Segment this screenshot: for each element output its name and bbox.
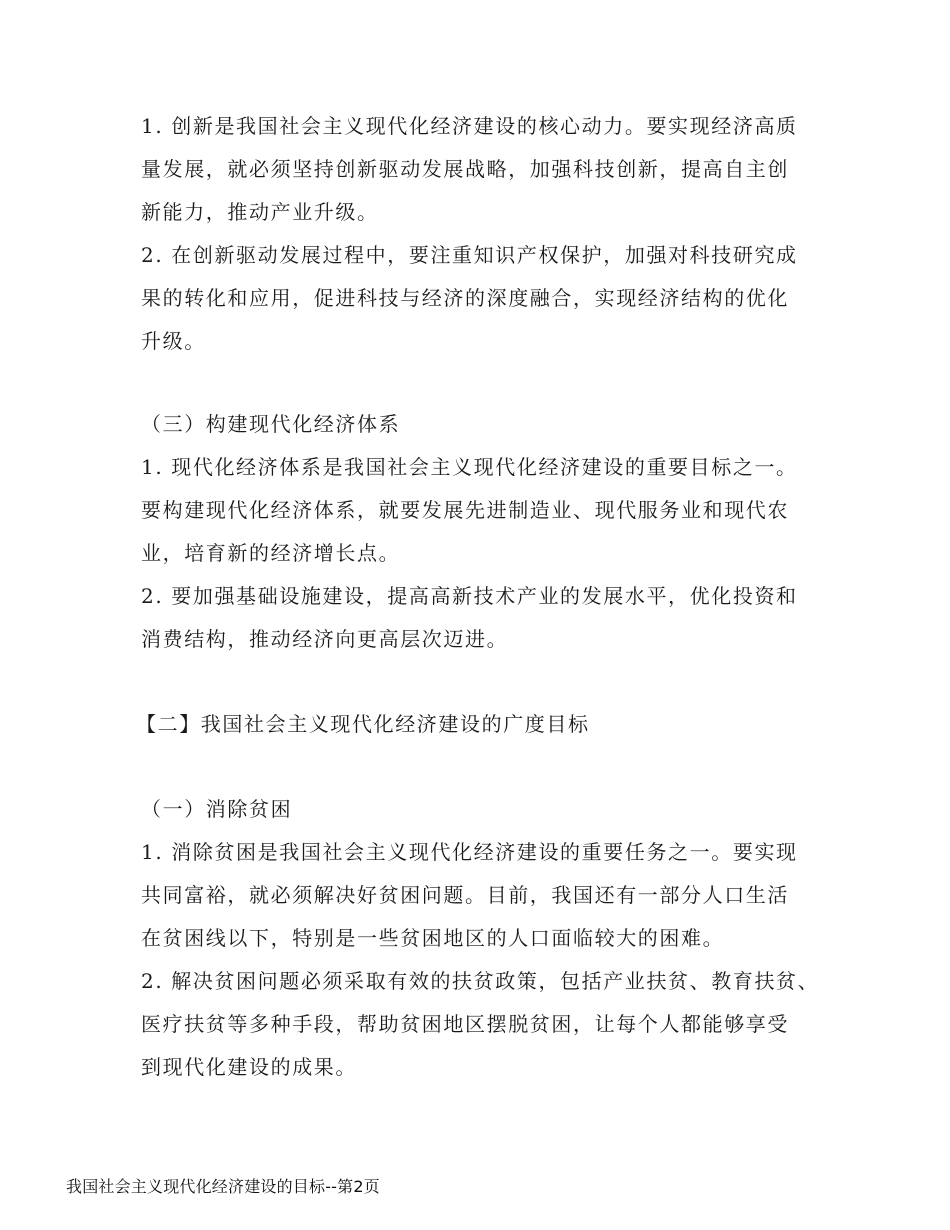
page-footer: 我国社会主义现代化经济建设的目标--第2页 [66,1177,380,1196]
section-heading: （三）构建现代化经济体系 [141,412,401,436]
paragraph-line: 新能力，推动产业升级。 [141,200,379,224]
paragraph-line: 医疗扶贫等多种手段，帮助贫困地区摆脱贫困，让每个人都能够享受 [141,1012,789,1036]
chapter-heading: 【二】我国社会主义现代化经济建设的广度目标 [136,712,590,736]
paragraph-line: 1. 消除贫困是我国社会主义现代化经济建设的重要任务之一。要实现 [141,840,798,864]
paragraph-line: 2. 解决贫困问题必须采取有效的扶贫政策，包括产业扶贫、教育扶贫、 [141,969,820,993]
paragraph-line: 在贫困线以下，特别是一些贫困地区的人口面临较大的困难。 [141,926,725,950]
paragraph-line: 升级。 [141,329,206,353]
paragraph-line: 消费结构，推动经济向更高层次迈进。 [141,627,509,651]
paragraph-line: 到现代化建设的成果。 [141,1055,357,1079]
paragraph-line: 业，培育新的经济增长点。 [141,541,401,565]
paragraph-line: 1. 现代化经济体系是我国社会主义现代化经济建设的重要目标之一。 [141,455,798,479]
paragraph-line: 果的转化和应用，促进科技与经济的深度融合，实现经济结构的优化 [141,286,789,310]
paragraph-line: 1. 创新是我国社会主义现代化经济建设的核心动力。要实现经济高质 [141,114,798,138]
paragraph-line: 量发展，就必须坚持创新驱动发展战略，加强科技创新，提高自主创 [141,157,789,181]
paragraph-line: 共同富裕，就必须解决好贫困问题。目前，我国还有一部分人口生活 [141,883,789,907]
section-heading: （一）消除贫困 [141,797,293,821]
paragraph-line: 要构建现代化经济体系，就要发展先进制造业、现代服务业和现代农 [141,498,789,522]
paragraph-line: 2. 要加强基础设施建设，提高高新技术产业的发展水平，优化投资和 [141,584,798,608]
paragraph-line: 2. 在创新驱动发展过程中，要注重知识产权保护，加强对科技研究成 [141,243,798,267]
